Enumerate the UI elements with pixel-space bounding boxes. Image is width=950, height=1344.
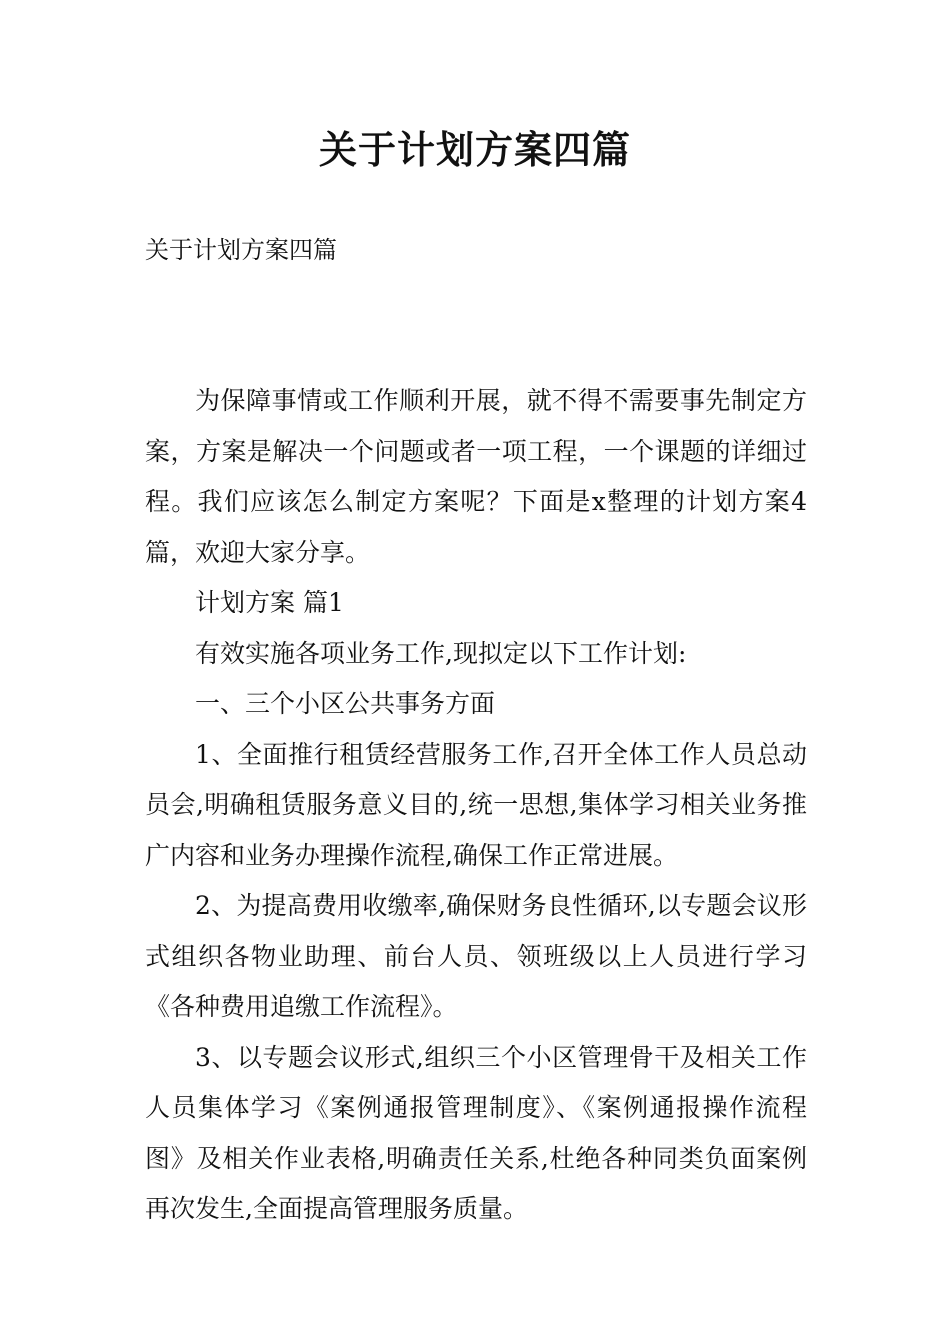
document-title: 关于计划方案四篇 xyxy=(318,128,631,172)
document-body xyxy=(145,376,807,1235)
document-subtitle: 关于计划方案四篇 xyxy=(145,236,337,264)
list-item: 1、全面推行租赁经营服务工作,召开全体工作人员总动员会,明确租赁服务意义目的,统一思想,集体学习相关业务推广内容和业务办理操作流程,确保工作正常进展。 xyxy=(145,739,807,870)
intro-paragraph: 为保障事情或工作顺利开展，就不得不需要事先制定方案，方案是解决一个问题或者一项工程，一个课题的详细过程。我们应该怎么制定方案呢？下面是x整理的计划方案4篇，欢迎大家分享。 xyxy=(145,386,807,567)
body-paragraph: 有效实施各项业务工作,现拟定以下工作计划: xyxy=(195,638,687,668)
list-item: 2、为提高费用收缴率,确保财务良性循环,以专题会议形式组织各物业助理、前台人员、领班级以上人员进行学习《各种费用追缴工作流程》。 xyxy=(145,891,807,1021)
section-heading: 计划方案 篇1 xyxy=(195,588,344,617)
subsection-heading: 一、三个小区公共事务方面 xyxy=(195,689,496,718)
list-item: 3、以专题会议形式,组织三个小区管理骨干及相关工作人员集体学习《案例通报管理制度》、《案例通报操作流程图》及相关作业表格,明确责任关系,杜绝各种同类负面案例再次发生,全面提高管理服务质量。 xyxy=(145,1042,807,1223)
